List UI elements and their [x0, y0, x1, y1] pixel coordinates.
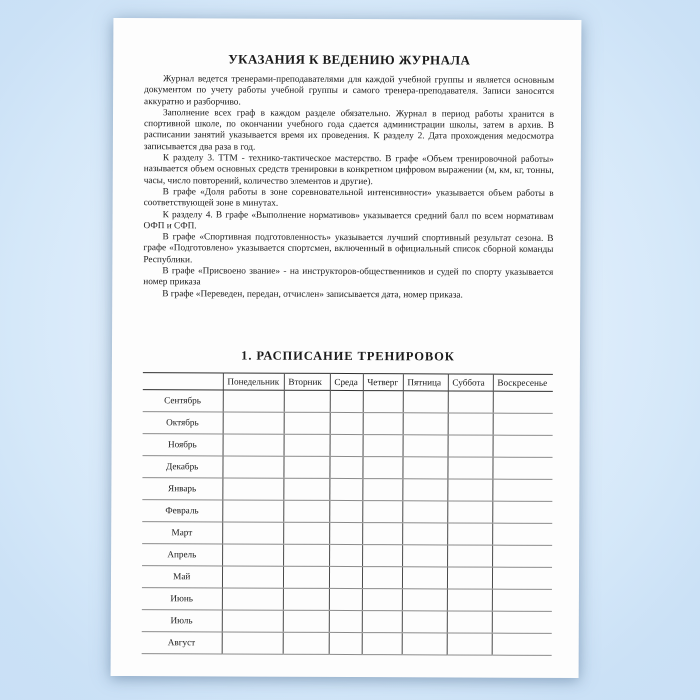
schedule-cell — [362, 611, 402, 633]
schedule-cell — [363, 413, 403, 435]
month-label-cell: Ноябрь — [143, 434, 223, 456]
schedule-cell — [222, 500, 283, 522]
paragraph: В графе «Спортивная подготовленность» указывается лучший спортивный результат сезона. В графе «Подготовлено» указывается спортсмен, включенный в официальный список сборной команды Республики. — [143, 232, 554, 266]
schedule-cell — [448, 413, 493, 435]
month-row — [142, 456, 552, 480]
month-row — [142, 610, 552, 634]
paragraph: Заполнение всех граф в каждом разделе обязательно. Журнал в период работы хранится в спортивной школе, по окончании учебного года сдается администрации школы, затем в архив. В расписании занятий указывается время их проведения. К разделу 2. Дата прохождения медосмотра записывается два раза в год. — [143, 108, 555, 153]
month-label-cell: Май — [142, 566, 222, 588]
schedule-cell — [493, 435, 553, 457]
schedule-cell — [363, 391, 403, 413]
schedule-cell — [362, 479, 402, 501]
month-row — [142, 544, 552, 568]
schedule-table — [142, 372, 553, 656]
schedule-cell — [329, 456, 362, 478]
paragraph: Журнал ведется тренерами-преподавателями для каждой учебной группы и является основным документом по учету работы учебной группы и самого тренера-преподавателя. Записи заносятся аккуратно и разборчиво. — [144, 74, 555, 108]
schedule-cell — [447, 611, 492, 633]
weekday-header-monday: Понедельник — [223, 373, 284, 390]
document-page — [111, 18, 582, 678]
schedule-cell — [402, 545, 447, 567]
schedule-cell — [492, 611, 552, 633]
schedule-cell — [403, 435, 448, 457]
weekday-header-row — [143, 373, 553, 392]
schedule-cell — [447, 545, 492, 567]
schedule-cell — [329, 500, 362, 522]
schedule-cell — [492, 567, 552, 589]
schedule-cell — [283, 478, 329, 500]
schedule-cell — [448, 391, 493, 413]
schedule-cell — [402, 457, 447, 479]
schedule-cell — [493, 413, 553, 435]
month-label-cell: Июль — [142, 610, 222, 632]
schedule-cell — [222, 478, 283, 500]
month-label-cell: Июнь — [142, 588, 222, 610]
schedule-cell — [492, 501, 552, 523]
schedule-cell — [492, 523, 552, 545]
schedule-cell — [402, 633, 447, 655]
month-row — [142, 478, 552, 502]
document-content — [142, 18, 555, 656]
schedule-cell — [402, 611, 447, 633]
schedule-cell — [402, 589, 447, 611]
schedule-cell — [492, 457, 552, 479]
paragraph: В графе «Переведен, передан, отчислен» записывается дата, номер приказа. — [162, 288, 463, 301]
schedule-cell — [223, 412, 284, 434]
weekday-header-sunday: Воскресенье — [493, 374, 553, 391]
schedule-cell — [363, 435, 403, 457]
month-row — [142, 566, 552, 590]
paragraph: К разделу 4. В графе «Выполнение нормативов» указывается средний балл по всем нормативам ОФП и СФП. — [143, 209, 554, 232]
schedule-cell — [447, 567, 492, 589]
schedule-cell — [402, 479, 447, 501]
schedule-cell — [362, 501, 402, 523]
schedule-cell — [447, 633, 492, 655]
schedule-cell — [403, 391, 448, 413]
schedule-cell — [329, 478, 362, 500]
schedule-cell — [447, 501, 492, 523]
month-label-cell: Август — [142, 632, 222, 654]
month-row — [143, 390, 553, 414]
schedule-cell — [223, 390, 284, 412]
month-row — [142, 632, 552, 656]
schedule-cell — [362, 589, 402, 611]
month-row — [142, 588, 552, 612]
schedule-cell — [222, 632, 283, 654]
paragraph: К разделу 3. ТТМ - технико-тактическое мастерство. В графе «Объем тренировочной работы» называется объем основных средств тренировки в конкретном цифровом выражении (м, км, кг, тонны, часы, число повторений, количество элементов и другие). — [143, 153, 554, 187]
schedule-cell — [222, 588, 283, 610]
weekday-header-tuesday: Вторник — [284, 373, 330, 390]
schedule-cell — [283, 500, 329, 522]
month-row — [142, 522, 552, 546]
schedule-cell — [284, 390, 330, 412]
schedule-cell — [448, 435, 493, 457]
schedule-cell — [492, 479, 552, 501]
schedule-cell — [283, 522, 329, 544]
schedule-cell — [222, 610, 283, 632]
schedule-cell — [402, 523, 447, 545]
month-label-cell: Февраль — [142, 500, 222, 522]
schedule-cell — [447, 589, 492, 611]
schedule-cell — [492, 633, 552, 655]
paragraph: В графе «Доля работы в зоне соревновательной интенсивности» указывается объем работы в соответствующей зоне в минутах. — [143, 187, 554, 209]
corner-cell — [143, 373, 223, 390]
schedule-cell — [493, 391, 553, 413]
schedule-cell — [222, 522, 283, 544]
schedule-cell — [329, 566, 362, 588]
schedule-cell — [329, 544, 362, 566]
schedule-cell — [362, 457, 402, 479]
schedule-cell — [222, 566, 283, 588]
schedule-cell — [362, 567, 402, 589]
schedule-cell — [329, 588, 362, 610]
weekday-header-wednesday: Среда — [330, 373, 363, 390]
month-row — [143, 434, 553, 458]
schedule-cell — [447, 523, 492, 545]
schedule-cell — [402, 501, 447, 523]
month-row — [143, 412, 553, 436]
schedule-cell — [402, 567, 447, 589]
schedule-cell — [330, 434, 363, 456]
month-label-cell: Апрель — [142, 544, 222, 566]
month-label-cell: Январь — [142, 478, 222, 500]
instructions-text — [143, 74, 554, 302]
schedule-cell — [330, 412, 363, 434]
month-label-cell: Март — [142, 522, 222, 544]
schedule-cell — [403, 413, 448, 435]
schedule-cell — [283, 544, 329, 566]
paragraph: В графе «Присвоено звание» - на инструкторов-общественников и судей по спорту указывается номер приказа — [143, 266, 554, 288]
schedule-cell — [283, 456, 329, 478]
weekday-header-saturday: Суббота — [448, 374, 493, 391]
schedule-cell — [283, 610, 329, 632]
schedule-cell — [362, 545, 402, 567]
schedule-cell — [329, 610, 362, 632]
month-label-cell: Сентябрь — [143, 390, 223, 412]
section-title: 1. РАСПИСАНИЕ ТРЕНИРОВОК — [241, 348, 455, 364]
schedule-cell — [492, 545, 552, 567]
doc-title: УКАЗАНИЯ К ВЕДЕНИЮ ЖУРНАЛА — [228, 51, 471, 68]
schedule-cell — [447, 457, 492, 479]
schedule-cell — [223, 434, 284, 456]
schedule-cell — [492, 589, 552, 611]
weekday-header-thursday: Четверг — [363, 374, 403, 391]
schedule-cell — [283, 566, 329, 588]
schedule-cell — [362, 633, 402, 655]
month-row — [142, 500, 552, 524]
schedule-cell — [330, 390, 363, 412]
month-label-cell: Октябрь — [143, 412, 223, 434]
schedule-cell — [284, 412, 330, 434]
schedule-cell — [284, 434, 330, 456]
weekday-header-friday: Пятница — [403, 374, 448, 391]
schedule-cell — [447, 479, 492, 501]
schedule-cell — [283, 588, 329, 610]
schedule-cell — [222, 456, 283, 478]
schedule-cell — [329, 522, 362, 544]
schedule-cell — [283, 632, 329, 654]
schedule-cell — [329, 632, 362, 654]
month-label-cell: Декабрь — [142, 456, 222, 478]
schedule-cell — [362, 523, 402, 545]
schedule-cell — [222, 544, 283, 566]
